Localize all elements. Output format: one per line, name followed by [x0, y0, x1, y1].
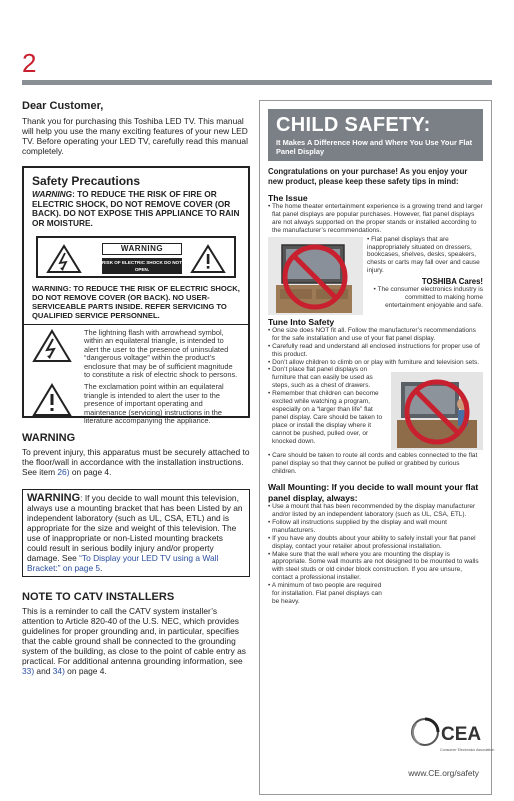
safety-title: Safety Precautions [32, 174, 141, 188]
wall-warning-lead: WARNING [27, 492, 81, 504]
catv-paragraph [22, 606, 250, 676]
child-safety-title: CHILD SAFETY: [276, 114, 431, 136]
child-climbing-illustration [391, 372, 483, 450]
item-34-link[interactable]: 34) [52, 666, 65, 676]
safety-precautions-box [22, 166, 250, 426]
left-column [22, 100, 250, 676]
item-26-link[interactable]: 26) [57, 467, 70, 477]
page-number: 2 [22, 48, 37, 78]
safety-warning-text: : TO REDUCE THE RISK OF FIRE OR ELECTRIC SHOCK, DO NOT REMOVE COVER (OR BACK). DO NOT EXPOSE THIS APPLIANCE TO RAIN OR MOISTURE. [32, 189, 240, 228]
wall-item-2: • Follow all instructions supplied by the display and wall mount manufacturers. [268, 518, 447, 534]
issue-paragraph-1: • The home theater entertainment experience is a growing trend and larger flat panel displays are popular purchases. However, flat panel displays are not always supported on the proper stands or installed according to the manufacturer’s recommendations. [268, 203, 483, 234]
caution-text: WARNING: TO REDUCE THE RISK OF ELECTRIC SHOCK, DO NOT REMOVE COVER (OR BACK). NO USER-SERVICEABLE PARTS INSIDE. REFER SERVICING TO QUALIFIED SERVICE PERSONNEL. [32, 284, 240, 320]
greeting-heading: Dear Customer, [22, 100, 104, 112]
tune-item-1: • One size does NOT fit all. Follow the manufacturer’s recommendations for the safe installation and use of your flat panel display. [268, 326, 476, 342]
tune-item-2: • Carefully read and understand all enclosed instructions for proper use of this product. [268, 342, 480, 358]
cea-logo-icon [411, 714, 495, 758]
catv-text-end: on page 4. [64, 666, 107, 676]
exclamation-triangle-icon [32, 383, 72, 417]
tune-heading: Tune Into Safety [268, 316, 335, 327]
lightning-triangle-icon [32, 329, 72, 363]
wall-warning-text: : If you decide to wall mount this television, always use a mounting bracket that has been Listed by an independent laboratory (such as UL, CSA, ETL) and is appropriate for the size and weight of this television. The use of inappropriate or non-Listed mounting brackets could result in serious bodily injury and/or property damage. See [27, 493, 243, 563]
warning-plate [36, 236, 236, 278]
cea-tagline: Consumer Electronics Association [440, 748, 495, 752]
tune-item-3: • Don’t allow children to climb on or play with furniture and television sets. [268, 358, 480, 366]
wall-warning-end: . [100, 563, 103, 573]
cea-logo-text: CEA [441, 724, 482, 745]
toshiba-cares-text: • The consumer electronics industry is committed to making home entertainment enjoyable and safe. [373, 286, 483, 309]
item-33-link[interactable]: 33) [22, 666, 35, 676]
child-safety-banner [268, 109, 483, 161]
warning-paragraph [22, 447, 250, 477]
issue-paragraph-2: • Flat panel displays that are inappropriately situated on dressers, bookcases, shelves, desks, speakers, chests or carts may fall over and cause injury. [367, 235, 480, 275]
tv-furniture-illustration [268, 237, 363, 315]
warning-text: To prevent injury, this apparatus must be securely attached to the floor/wall in accordance with the installation instructions. See item [22, 447, 250, 477]
wall-item-5: • A minimum of two people are required for installation. Flat panel displays can be heavy. [268, 582, 382, 605]
exclamation-explanation [32, 383, 240, 425]
warning-text-end: on page 4. [69, 467, 112, 477]
catv-text-mid: and [34, 666, 53, 676]
catv-text: This is a reminder to call the CATV system installer’s attention to Article 820-40 of the U.S. NEC, which provides guidelines for proper grounding and, in particular, specifies that the cable ground shall be connected to the grounding system of the building, as close to the point of cable entry as practical. For additional antenna grounding information, see [22, 606, 246, 666]
lightning-explanation-text: The lightning flash with arrowhead symbol, within an equilateral triangle, is intended to alert the user to the presence of uninsulated “dangerous voltage” within the product’s enclosure that may be of sufficient magnitude to constitute a risk of electric shock to persons. [84, 328, 238, 380]
child-safety-panel [259, 100, 495, 795]
exclamation-triangle-icon [190, 244, 226, 274]
lightning-explanation [32, 329, 240, 379]
toshiba-cares-heading: TOSHIBA Cares! [421, 277, 483, 287]
child-safety-subtitle: It Makes A Difference How and Where You Use Your Flat Panel Display [276, 138, 473, 156]
plate-label: WARNING [102, 243, 182, 255]
safety-warning-lead: WARNING [32, 189, 73, 199]
tune-item-4: • Don’t place flat panel displays on furniture that can easily be used as steps, such as a chest of drawers. [268, 366, 373, 390]
plate-sublabel: RISK OF ELECTRIC SHOCK DO NOT OPEN. [102, 260, 182, 272]
wall-item-4: • Make sure that the wall where you are mounting the display is appropriate. Some wall mounts are not designed to be mounted to walls with steel studs or old cinder block construction. If you are unsure, contact a professional installer. [268, 550, 479, 582]
tune-item-6: • Care should be taken to route all cords and cables connected to the flat panel display so that they cannot be pulled or grabbed by curious children. [268, 452, 478, 476]
exclamation-explanation-text: The exclamation point within an equilateral triangle is intended to alert the user to the presence of important operating and maintenance (servicing) instructions in the literature accompanying the appliance. [84, 382, 224, 426]
safety-divider [24, 324, 248, 325]
header-rule [22, 80, 492, 85]
intro-paragraph: Thank you for purchasing this Toshiba LED TV. This manual will help you use the many exciting features of your new LED TV. Before operating your LED TV, carefully read this manual completely. [22, 116, 248, 156]
warning-heading: WARNING [22, 432, 76, 444]
congrats-text: Congratulations on your purchase! As you enjoy your new product, please keep these safety tips in mind: [268, 167, 468, 186]
lightning-triangle-icon [46, 244, 82, 274]
wall-item-1: • Use a mount that has been recommended by the display manufacturer and/or listed by an independent laboratory (such as UL, CSA, ETL). [268, 503, 476, 519]
cea-url-link[interactable]: www.CE.org/safety [408, 768, 479, 778]
tune-item-5: • Remember that children can become excited while watching a program, especially on a “larger than life” flat panel display. Care should be taken to place or install the display where it cannot be pushed, pulled over, or knocked down. [268, 390, 383, 445]
wall-item-3: • If you have any doubts about your ability to safely install your flat panel display, contact your retailer about professional installation. [268, 534, 476, 550]
wall-mounting-heading: Wall Mounting: If you decide to wall mount your flat panel display, always: [268, 482, 479, 503]
catv-heading: NOTE TO CATV INSTALLERS [22, 591, 175, 603]
issue-heading: The Issue [268, 193, 308, 203]
wall-bracket-link[interactable]: “To Display your LED TV using a Wall Bracket:” on page 5 [27, 553, 219, 573]
wall-mount-warning-box [22, 489, 250, 577]
safety-warning [32, 190, 240, 228]
